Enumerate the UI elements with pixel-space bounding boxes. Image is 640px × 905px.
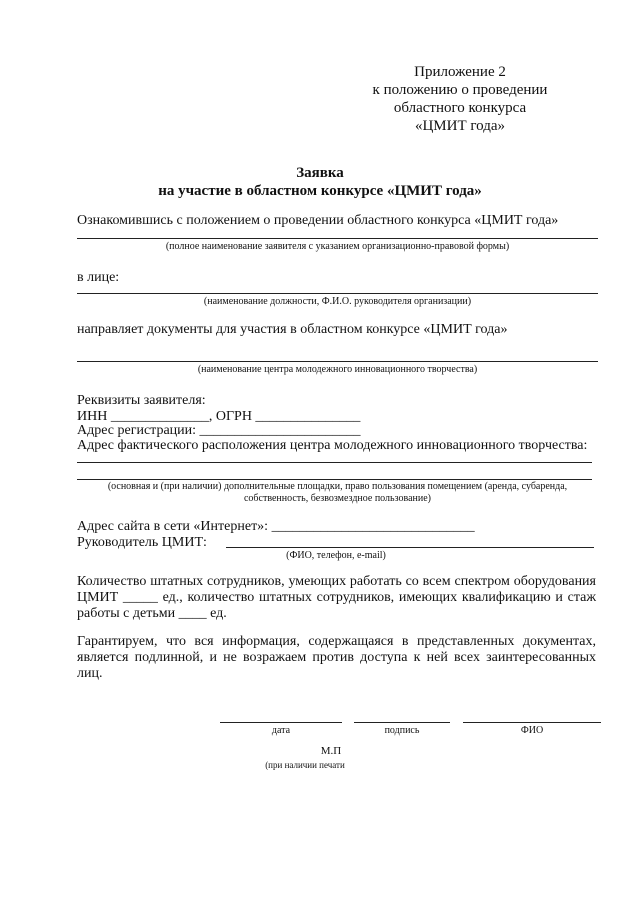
- stamp-label: М.П: [320, 745, 342, 757]
- appendix-line-1: Приложение 2: [414, 64, 506, 80]
- actual-address-line-2[interactable]: [77, 479, 592, 480]
- center-head-line[interactable]: [226, 547, 594, 548]
- actual-address-line-1[interactable]: [77, 462, 592, 463]
- appendix-header: [340, 63, 580, 135]
- registration-address-field[interactable]: Адрес регистрации: _______________________: [77, 423, 361, 438]
- head-caption: (наименование должности, Ф.И.О. руководителя организации): [203, 296, 472, 307]
- document-subtitle: на участие в областном конкурсе «ЦМИТ года»: [158, 183, 482, 199]
- stamp-note: (при наличии печати: [265, 760, 345, 770]
- center-caption: (наименование центра молодежного инновационного творчества): [197, 364, 478, 375]
- intro-text: Ознакомившись с положением о проведении областного конкурса «ЦМИТ года»: [77, 213, 559, 228]
- requisites-header: Реквизиты заявителя:: [77, 393, 206, 408]
- fio-caption: ФИО: [520, 725, 544, 736]
- applicant-caption: (полное наименование заявителя с указанием организационно-правовой формы): [165, 241, 510, 252]
- premises-caption-2: собственность, безвозмездное пользование): [243, 493, 431, 504]
- center-name-line[interactable]: [77, 361, 598, 362]
- actual-address-label: Адрес фактического расположения центра молодежного инновационного творчества:: [77, 438, 588, 453]
- guarantee-paragraph: Гарантируем, что вся информация, содержащаяся в представленных документах, является подлинной, и не возражаем против доступа к ней всех заинтересованных лиц.: [77, 634, 596, 681]
- in-person-label: в лице:: [77, 270, 120, 285]
- head-contacts-caption: (ФИО, телефон, e-mail): [286, 550, 386, 561]
- date-line[interactable]: [220, 722, 342, 723]
- appendix-line-4: «ЦМИТ года»: [414, 118, 506, 134]
- center-head-label: Руководитель ЦМИТ:: [77, 535, 207, 550]
- staff-paragraph: Количество штатных сотрудников, умеющих работать со всем спектром оборудования ЦМИТ _____ ед., количество штатных сотрудников, имеющих квалификацию и стаж работы с детьми ____ ед.: [77, 574, 596, 621]
- applicant-name-line[interactable]: [77, 238, 598, 239]
- inn-ogrn-fields[interactable]: ИНН ______________, ОГРН _______________: [77, 409, 361, 424]
- website-field[interactable]: Адрес сайта в сети «Интернет»: _____________________________: [77, 519, 475, 534]
- document-title: Заявка: [296, 165, 344, 181]
- premises-caption-1: (основная и (при наличии) дополнительные площадки, право пользования помещением (аренда, субаренда,: [107, 481, 568, 492]
- appendix-line-2: к положению о проведении: [372, 82, 548, 98]
- fio-line[interactable]: [463, 722, 601, 723]
- signature-line[interactable]: [354, 722, 450, 723]
- sends-documents-text: направляет документы для участия в областном конкурсе «ЦМИТ года»: [77, 322, 508, 337]
- appendix-line-3: областного конкурса: [393, 100, 527, 116]
- date-caption: дата: [271, 725, 291, 736]
- head-name-line[interactable]: [77, 293, 598, 294]
- signature-caption: подпись: [384, 725, 420, 736]
